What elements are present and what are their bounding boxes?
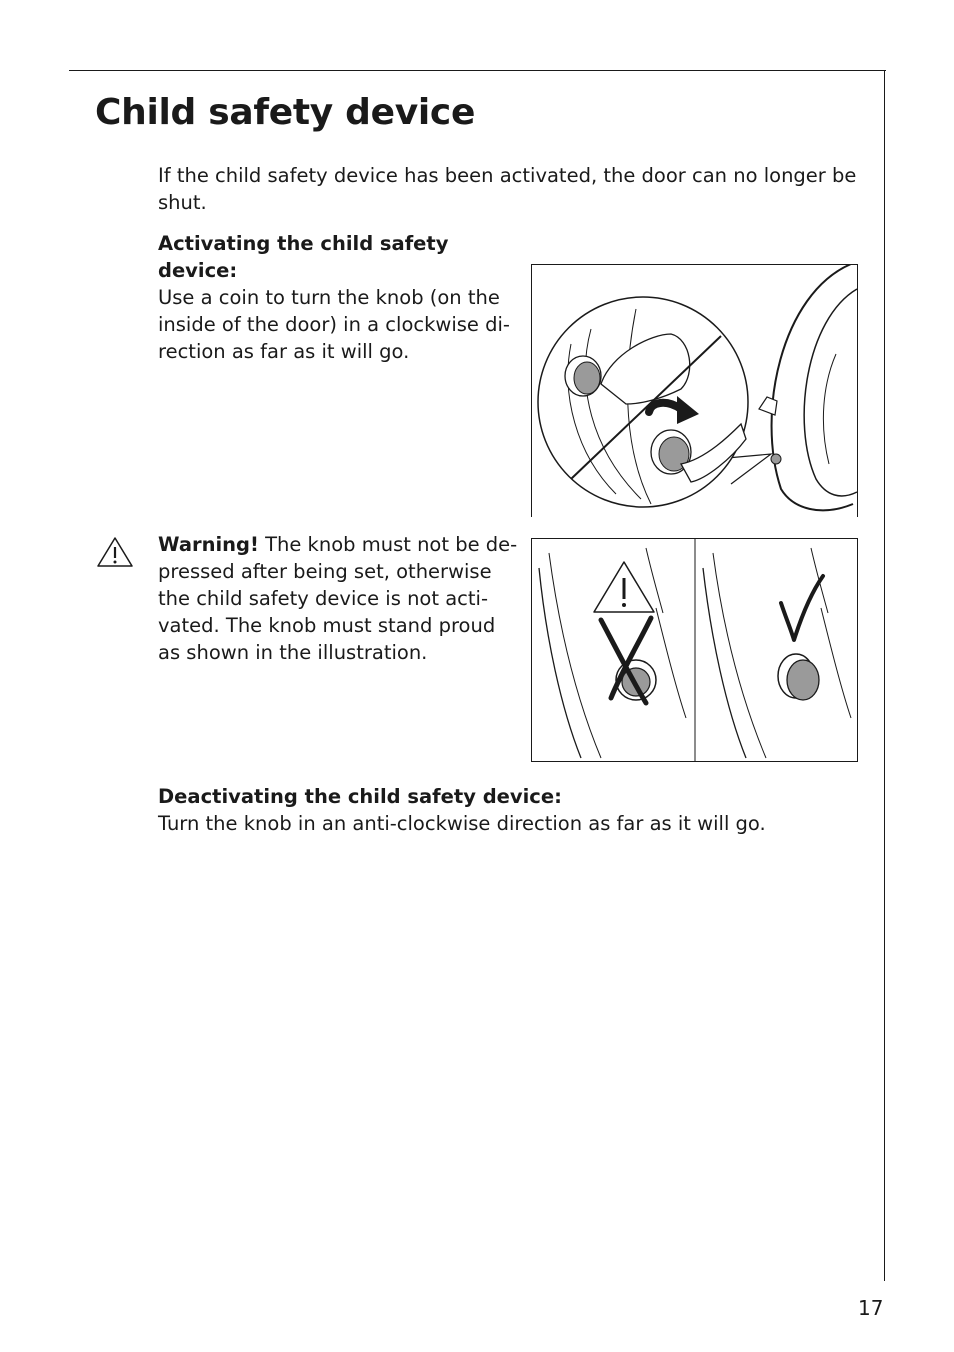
deactivating-heading: Deactivating the child safety device: xyxy=(158,785,562,808)
wrong-position-panel xyxy=(539,548,686,758)
activating-heading: Activating the child safety device: xyxy=(158,232,449,282)
activating-text: Use a coin to turn the knob (on the inside of the door) in a clockwise di-rection as far as it will go. xyxy=(158,286,510,363)
correct-position-panel xyxy=(703,548,851,758)
warning-label: Warning! xyxy=(158,533,259,556)
page-title: Child safety device xyxy=(95,92,476,133)
side-rule xyxy=(884,70,885,1281)
top-rule xyxy=(69,70,886,71)
knob-activation-illustration xyxy=(531,264,858,517)
warning-text: The knob must not be de-pressed after being set, otherwise the child safety device is not acti-vated. The knob must stand proud as shown in the illustration. xyxy=(158,533,518,664)
knob-position-illustration xyxy=(531,538,858,762)
check-mark-icon xyxy=(781,576,823,640)
warning-triangle-icon xyxy=(594,562,654,612)
warning-section xyxy=(158,531,523,666)
deactivating-text: Turn the knob in an anti-clockwise direction as far as it will go. xyxy=(158,812,766,835)
page-number: 17 xyxy=(858,1296,884,1320)
deactivating-section xyxy=(158,783,858,837)
warning-triangle-icon xyxy=(95,535,135,569)
intro-paragraph: If the child safety device has been activated, the door can no longer be shut. xyxy=(158,164,857,214)
activating-section xyxy=(158,230,523,365)
